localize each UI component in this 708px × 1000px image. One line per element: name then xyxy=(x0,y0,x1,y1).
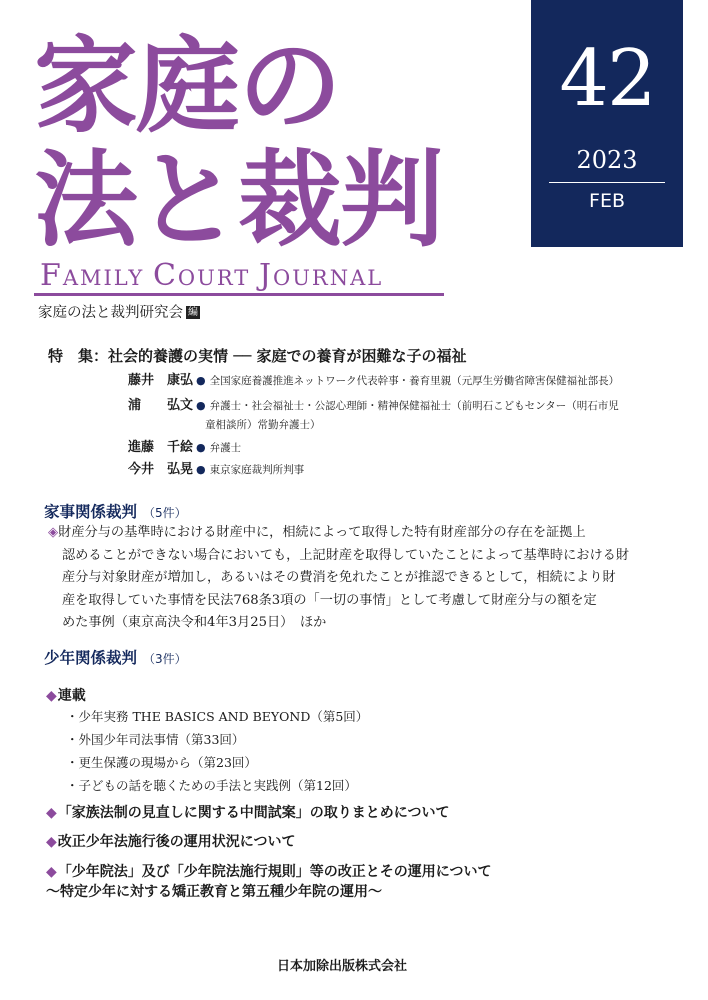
bullet-icon: ● xyxy=(196,463,206,476)
diamond-icon: ◆ xyxy=(46,688,57,704)
author-name: 浦 弘文 xyxy=(128,398,194,413)
title-underline xyxy=(34,293,444,296)
title-line-1: 家庭の xyxy=(34,25,341,147)
article-title: 「少年院法」及び「少年院法施行規則」等の改正とその運用について xyxy=(57,864,492,880)
diamond-icon: ◆ xyxy=(46,805,57,821)
issue-number: 42 xyxy=(559,34,655,124)
english-title-cap-2: C xyxy=(152,258,178,293)
english-title xyxy=(40,258,383,293)
author-role-continued: 童相談所）常勤弁護士） xyxy=(205,419,321,431)
ornament-icon: ◈ xyxy=(48,525,59,540)
serial-item: ・更生保護の現場から（第23回） xyxy=(66,755,257,770)
author-row xyxy=(128,460,304,480)
author-row xyxy=(128,438,241,458)
author-name: 藤井 康弘 xyxy=(128,373,194,388)
english-title-rest-1: AMILY xyxy=(62,266,145,290)
english-title-cap-3: J xyxy=(258,258,274,293)
serial-heading xyxy=(46,685,86,705)
family-cases-summary xyxy=(48,522,668,635)
article-item xyxy=(46,802,450,822)
summary-line: 産を取得していた事情を民法768条3項の「一切の事情」として考慮して財産分与の額を定 xyxy=(62,592,597,608)
editor-tag: 編 xyxy=(188,307,198,318)
article-title: 改正少年法施行後の運用状況について xyxy=(57,834,296,850)
issue-month: FEB xyxy=(589,190,625,212)
author-role: 全国家庭養護推進ネットワーク代表幹事・養育里親（元厚生労働省障害保健福祉部長） xyxy=(209,375,620,387)
diamond-icon: ◆ xyxy=(46,834,57,850)
summary-line-text: 財産分与の基準時における財産中に，相続によって取得した特有財産部分の存在を証拠上 xyxy=(58,525,586,540)
section-title: 少年関係裁判 xyxy=(44,649,138,667)
juvenile-cases-heading xyxy=(44,646,187,668)
author-role: 弁護士・社会福祉士・公認心理師・精神保健福祉士（前明石こどもセンター（明石市児 xyxy=(209,400,619,412)
section-count: （5件） xyxy=(143,506,187,520)
article-item xyxy=(46,831,296,851)
article-subtitle: 〜特定少年に対する矯正教育と第五種少年院の運用〜 xyxy=(46,884,382,900)
editor-name: 家庭の法と裁判研究会 xyxy=(38,305,183,321)
feature-heading: 特 集：社会的養護の実情 ── 家庭での養育が困難な子の福祉 xyxy=(48,347,467,365)
english-title-cap-1: F xyxy=(40,258,63,293)
article-title: 「家族法制の見直しに関する中間試案」の取りまとめについて xyxy=(57,805,450,821)
family-cases-heading xyxy=(44,500,187,522)
diamond-icon: ◆ xyxy=(46,864,57,880)
title-line-2: 法と裁判 xyxy=(34,139,443,261)
author-role: 東京家庭裁判所判事 xyxy=(209,464,305,476)
summary-line: めた事例（東京高決令和4年3月25日） ほか xyxy=(62,615,327,630)
author-name: 今井 弘晃 xyxy=(128,462,194,477)
issue-year: 2023 xyxy=(576,146,638,174)
author-row xyxy=(128,371,619,391)
article-item xyxy=(46,861,492,881)
summary-line: 産分与対象財産が増加し，あるいはその費消を免れたことが推認できるとして，相続により財 xyxy=(62,570,616,585)
section-count: （3件） xyxy=(143,652,187,666)
publisher: 日本加除出版株式会社 xyxy=(277,959,408,974)
author-row xyxy=(128,396,619,416)
serial-item: ・少年実務 THE BASICS AND BEYOND（第5回） xyxy=(66,709,369,724)
issue-box xyxy=(531,0,683,247)
summary-line xyxy=(48,522,668,545)
english-title-rest-3: OURNAL xyxy=(273,266,384,290)
summary-line: 認めることができない場合においても，上記財産を取得していたことによって基準時における財 xyxy=(62,547,630,563)
author-role: 弁護士 xyxy=(209,442,242,454)
bullet-icon: ● xyxy=(196,399,206,412)
bullet-icon: ● xyxy=(196,441,206,454)
english-title-rest-2: OURT xyxy=(177,266,251,290)
serial-item: ・子どもの話を聴くための手法と実践例（第12回） xyxy=(66,778,357,793)
issue-divider xyxy=(549,182,665,183)
bullet-icon: ● xyxy=(196,374,206,387)
editor-line xyxy=(38,301,200,322)
serial-heading-text: 連載 xyxy=(57,688,86,704)
author-name: 進藤 千絵 xyxy=(128,440,194,455)
serial-item: ・外国少年司法事情（第33回） xyxy=(66,732,245,747)
section-title: 家事関係裁判 xyxy=(44,503,138,521)
